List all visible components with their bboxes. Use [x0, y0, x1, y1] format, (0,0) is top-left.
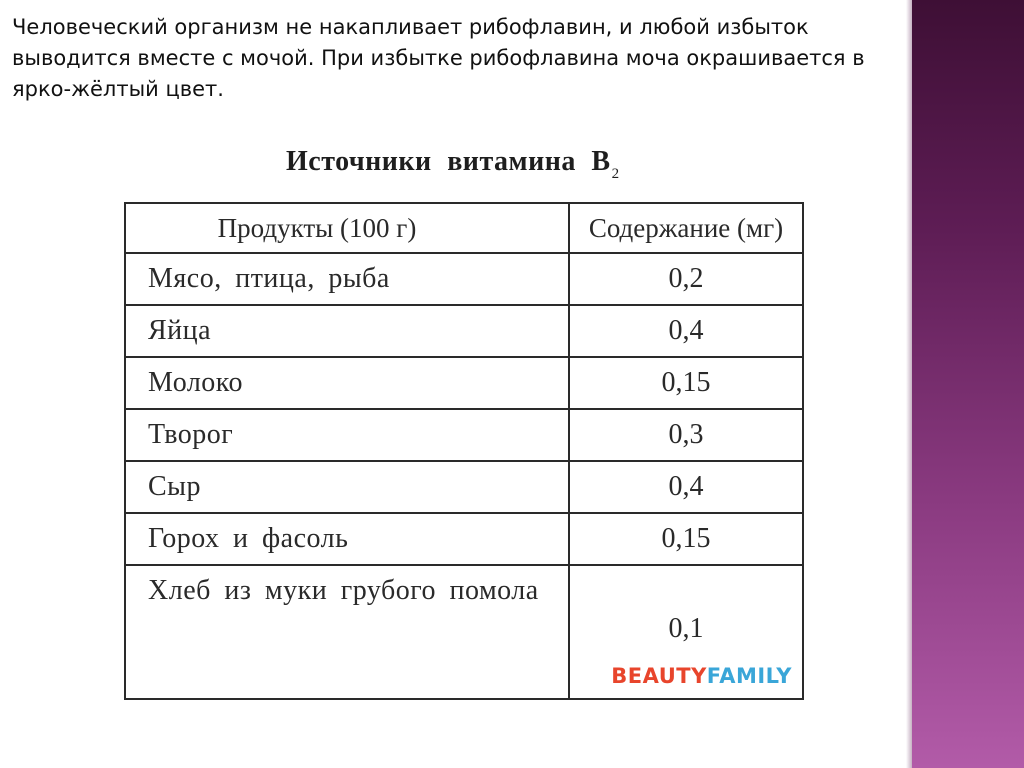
header-content: Содержание (мг) — [569, 203, 803, 253]
value-cell: 0,15 — [569, 357, 803, 409]
value-cell: 0,4 — [569, 461, 803, 513]
table-title-text: Источники витамина — [286, 146, 576, 177]
table-title-letter: В — [591, 146, 611, 177]
value-cell: 0,2 — [569, 253, 803, 305]
table-row — [125, 565, 803, 699]
table-row — [125, 513, 803, 565]
table-row — [125, 461, 803, 513]
table-row — [125, 253, 803, 305]
product-cell: Сыр — [125, 461, 569, 513]
table-row — [125, 409, 803, 461]
intro-paragraph: Человеческий организм не накапливает рибофлавин, и любой избыток выводится вместе с мочой. При избытке рибофлавина моча окрашивается в ярко-жёлтый цвет. — [12, 15, 865, 101]
value-cell: 0,15 — [569, 513, 803, 565]
table-title-subscript: 2 — [611, 166, 620, 182]
product-cell: Яйца — [125, 305, 569, 357]
value-cell: 0,3 — [569, 409, 803, 461]
table-row — [125, 305, 803, 357]
watermark-part1: BEAUTY — [611, 664, 707, 688]
decorative-sidebar — [912, 0, 1024, 768]
table-header-row — [125, 203, 803, 253]
product-cell: Творог — [125, 409, 569, 461]
vitamin-table — [124, 202, 804, 700]
value-cell-with-logo — [569, 565, 803, 699]
table-row — [125, 357, 803, 409]
product-cell: Горох и фасоль — [125, 513, 569, 565]
watermark-part2: FAMILY — [706, 664, 792, 688]
product-cell: Молоко — [125, 357, 569, 409]
product-cell: Мясо, птица, рыба — [125, 253, 569, 305]
product-cell: Хлеб из муки грубого помола — [125, 565, 569, 699]
table-title — [286, 146, 620, 182]
header-products: Продукты (100 г) — [125, 203, 569, 253]
beautyfamily-watermark-logo — [611, 664, 792, 688]
value-text: 0,1 — [668, 613, 704, 644]
value-cell: 0,4 — [569, 305, 803, 357]
